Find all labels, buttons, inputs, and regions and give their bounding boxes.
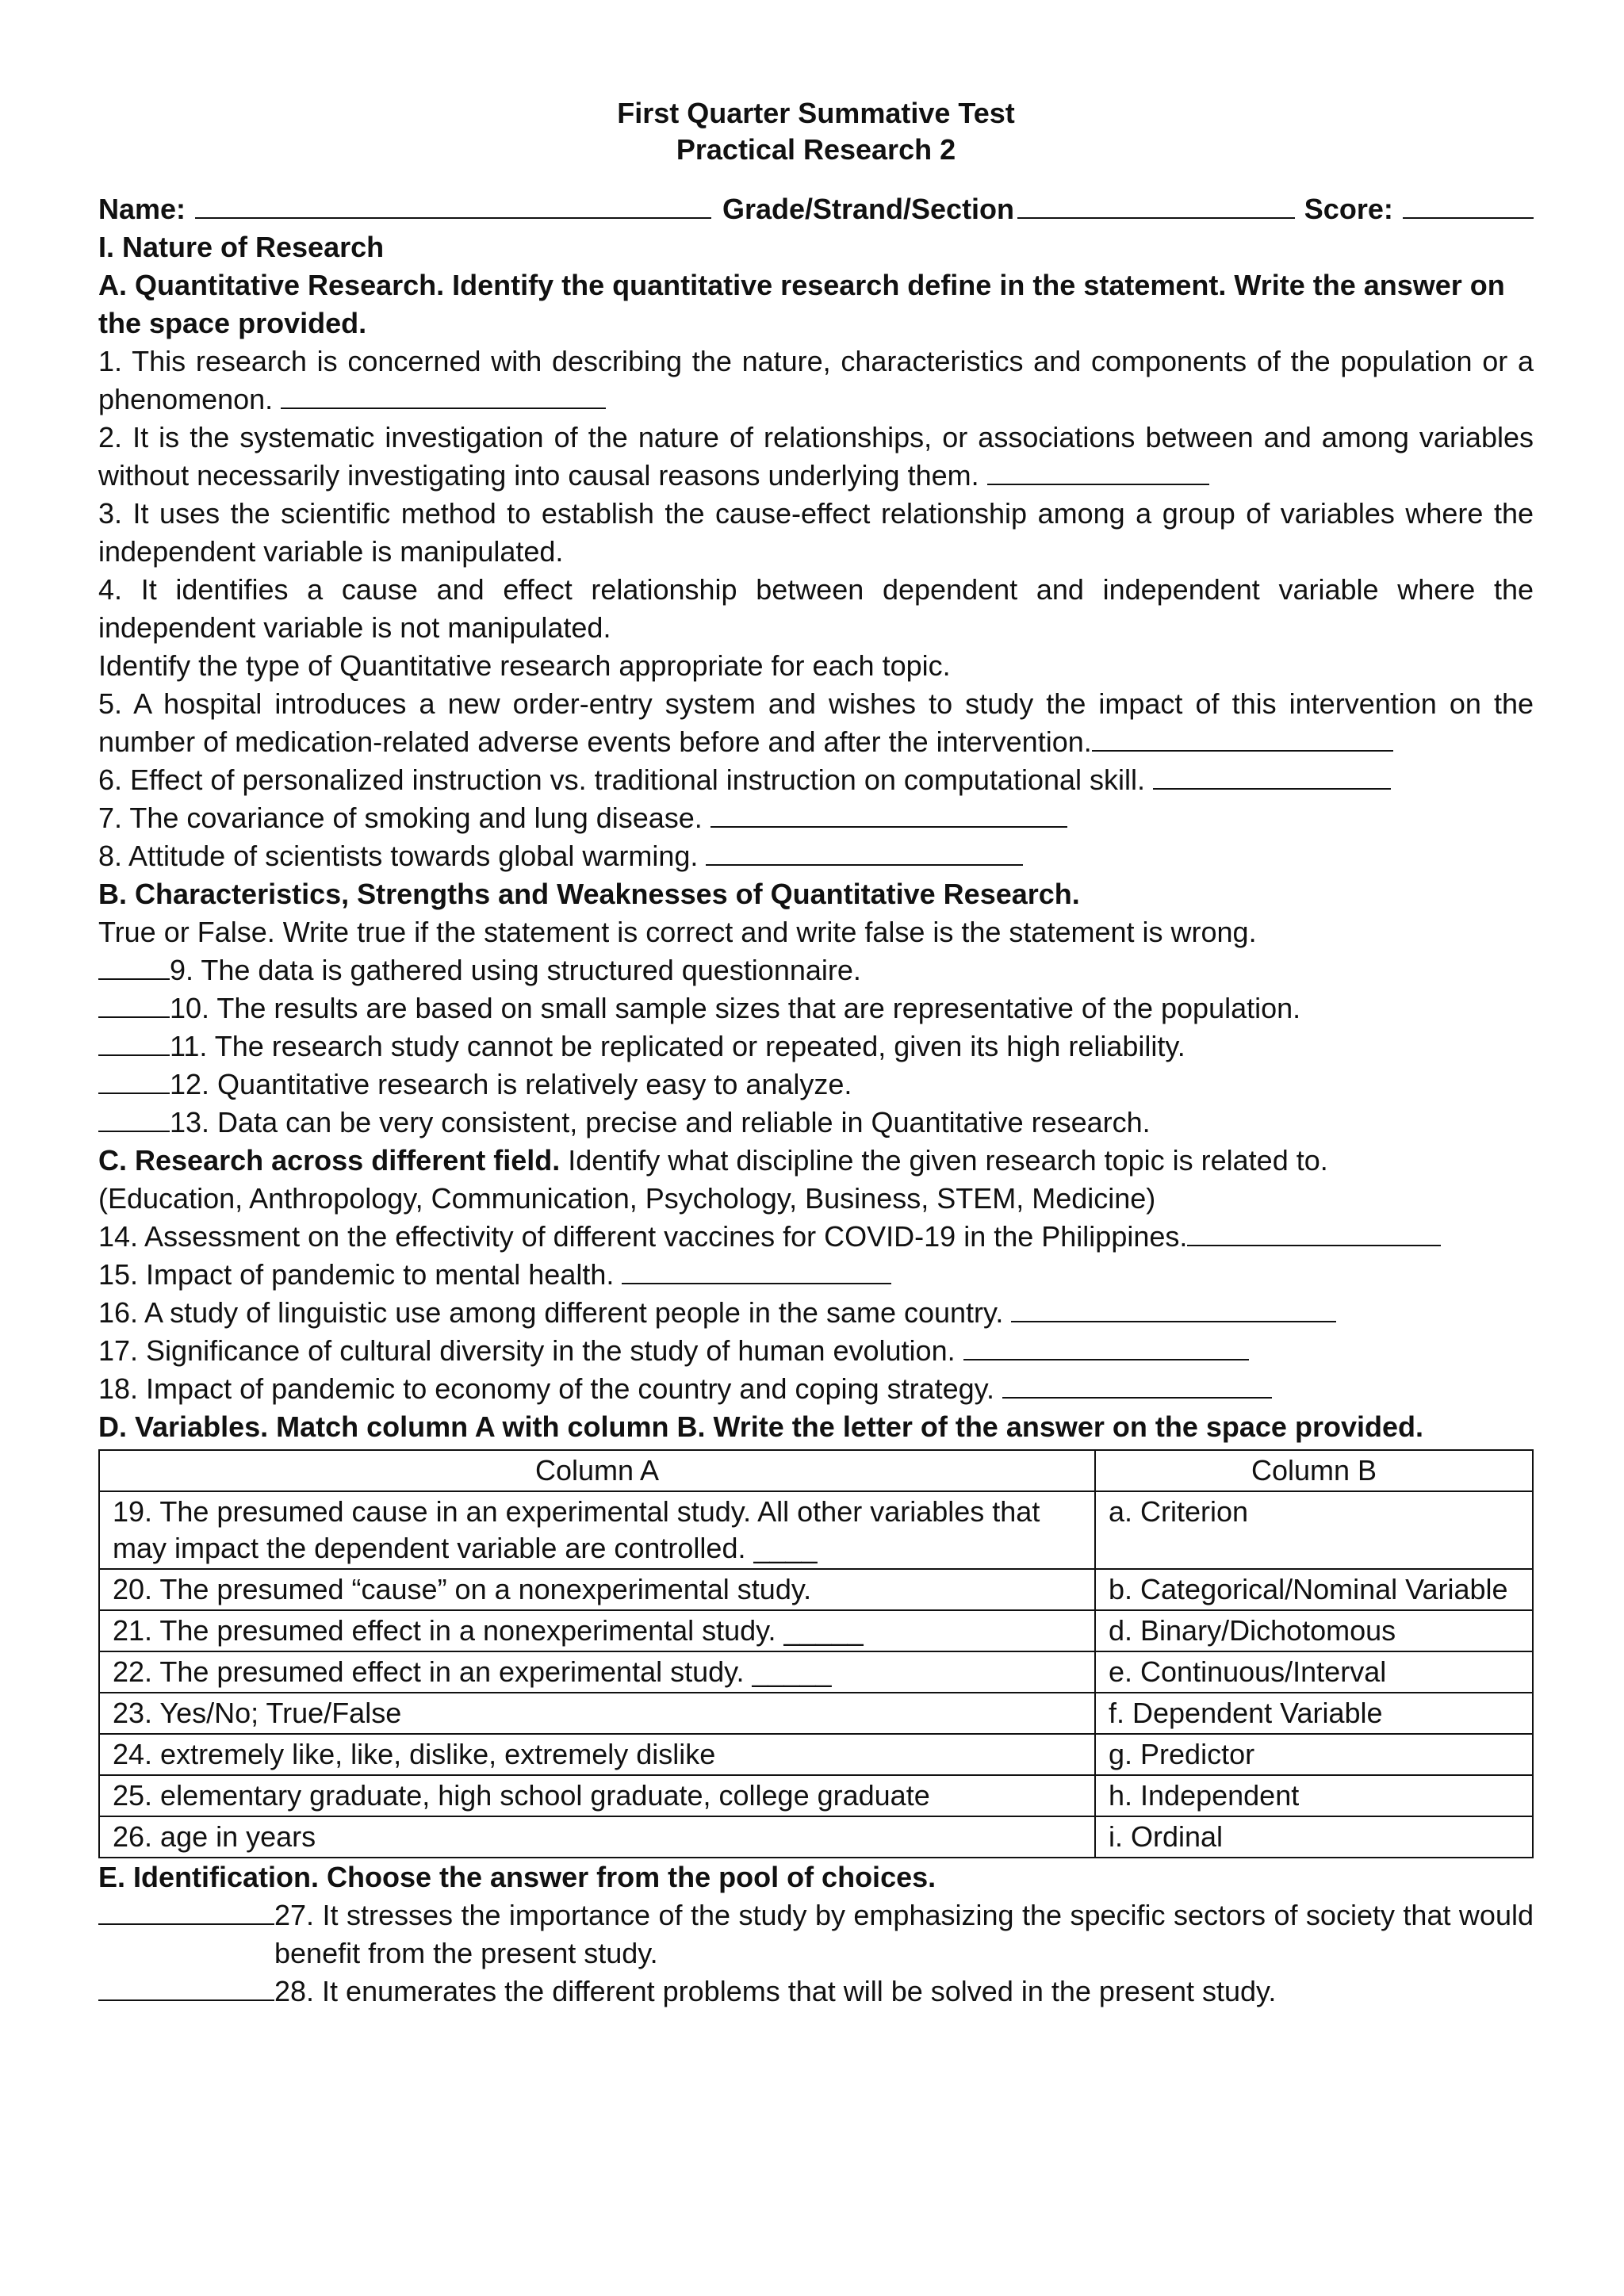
column-b-header: Column B <box>1095 1450 1533 1491</box>
grade-label: Grade/Strand/Section <box>722 193 1015 225</box>
table-row <box>99 1491 1533 1569</box>
column-a-cell: 25. elementary graduate, high school graduate, college graduate <box>99 1775 1095 1816</box>
grade-blank[interactable] <box>1017 193 1295 219</box>
test-page <box>98 95 1534 2011</box>
column-a-cell: 24. extremely like, like, dislike, extremely dislike <box>99 1734 1095 1775</box>
table-row <box>99 1610 1533 1651</box>
answer-blank-13[interactable] <box>98 1104 170 1132</box>
question-1: 1. This research is concerned with describing the nature, characteristics and components of the population or a phenomenon. <box>98 345 1534 415</box>
name-label: Name: <box>98 193 186 225</box>
question-9: 9. The data is gathered using structured questionnaire. <box>98 951 1534 989</box>
question-17: 17. Significance of cultural diversity in the study of human evolution. <box>98 1332 1534 1370</box>
answer-blank-27[interactable] <box>98 1896 274 1925</box>
table-row <box>99 1569 1533 1610</box>
student-info-line <box>98 190 1534 228</box>
question-18: 18. Impact of pandemic to economy of the country and coping strategy. <box>98 1370 1534 1408</box>
table-row <box>99 1693 1533 1734</box>
table-row <box>99 1734 1533 1775</box>
secE-heading: E. Identification. Choose the answer from the pool of choices. <box>98 1861 936 1893</box>
column-a-cell: 22. The presumed effect in an experimental study. _____ <box>99 1651 1095 1693</box>
answer-blank-16[interactable] <box>1011 1294 1336 1322</box>
question-16: 16. A study of linguistic use among different people in the same country. <box>98 1294 1534 1332</box>
answer-blank-6[interactable] <box>1153 761 1391 790</box>
secA-instruction-2: Identify the type of Quantitative research appropriate for each topic. <box>98 649 951 682</box>
table-row <box>99 1651 1533 1693</box>
question-27: 27. It stresses the importance of the study by emphasizing the specific sectors of society that would benefit from the present study. <box>98 1896 1534 1973</box>
answer-blank-2[interactable] <box>987 457 1209 485</box>
name-blank[interactable] <box>195 193 711 219</box>
answer-blank-28[interactable] <box>98 1973 274 2001</box>
question-7: 7. The covariance of smoking and lung disease. <box>98 799 1534 837</box>
secC-instruction: Identify what discipline the given research topic is related to. <box>568 1144 1328 1177</box>
column-b-cell: b. Categorical/Nominal Variable <box>1095 1569 1533 1610</box>
answer-blank-7[interactable] <box>710 799 1067 828</box>
test-title: First Quarter Summative Test <box>617 97 1015 129</box>
question-11: 11. The research study cannot be replicated or repeated, given its high reliability. <box>98 1027 1534 1066</box>
column-b-cell: g. Predictor <box>1095 1734 1533 1775</box>
answer-blank-11[interactable] <box>98 1027 170 1056</box>
question-15: 15. Impact of pandemic to mental health. <box>98 1256 1534 1294</box>
question-4: 4. It identifies a cause and effect relationship between dependent and independent variable where the independent variable is not manipulated. <box>98 573 1534 644</box>
column-b-cell: i. Ordinal <box>1095 1816 1533 1858</box>
test-subtitle: Practical Research 2 <box>676 133 956 166</box>
question-2: 2. It is the systematic investigation of the nature of relationships, or associations between and among variables without necessarily investigating into causal reasons underlying them. <box>98 421 1534 492</box>
column-a-cell: 26. age in years <box>99 1816 1095 1858</box>
column-a-cell: 19. The presumed cause in an experimental study. All other variables that may impact the dependent variable are controlled. ____ <box>99 1491 1095 1569</box>
question-12: 12. Quantitative research is relatively easy to analyze. <box>98 1066 1534 1104</box>
answer-blank-10[interactable] <box>98 989 170 1018</box>
column-b-cell: a. Criterion <box>1095 1491 1533 1569</box>
part1-heading: I. Nature of Research <box>98 231 385 263</box>
column-b-cell: d. Binary/Dichotomous <box>1095 1610 1533 1651</box>
column-a-cell: 21. The presumed effect in a nonexperimental study. _____ <box>99 1610 1095 1651</box>
question-5: 5. A hospital introduces a new order-entry system and wishes to study the impact of this intervention on the number of medication-related adverse events before and after the intervention. <box>98 687 1534 758</box>
answer-blank-18[interactable] <box>1002 1370 1272 1399</box>
column-a-cell: 23. Yes/No; True/False <box>99 1693 1095 1734</box>
secD-heading: D. Variables. Match column A with column B. Write the letter of the answer on the space provided. <box>98 1410 1423 1443</box>
secB-heading: B. Characteristics, Strengths and Weaknesses of Quantitative Research. <box>98 878 1080 910</box>
column-a-cell: 20. The presumed “cause” on a nonexperimental study. <box>99 1569 1095 1610</box>
answer-blank-5[interactable] <box>1092 723 1393 752</box>
column-b-cell: f. Dependent Variable <box>1095 1693 1533 1734</box>
score-label: Score: <box>1304 193 1393 225</box>
table-row <box>99 1816 1533 1858</box>
question-10: 10. The results are based on small sample sizes that are representative of the population. <box>98 989 1534 1027</box>
answer-blank-15[interactable] <box>622 1256 891 1284</box>
secB-instruction: True or False. Write true if the statement is correct and write false is the statement is wrong. <box>98 916 1257 948</box>
answer-blank-14[interactable] <box>1187 1218 1441 1246</box>
question-13: 13. Data can be very consistent, precise and reliable in Quantitative research. <box>98 1104 1534 1142</box>
secA-heading: A. Quantitative Research. Identify the quantitative research define in the statement. Write the answer on the space provided. <box>98 269 1505 339</box>
column-a-header: Column A <box>99 1450 1095 1491</box>
question-28: 28. It enumerates the different problems that will be solved in the present study. <box>98 1973 1534 2011</box>
question-6: 6. Effect of personalized instruction vs. traditional instruction on computational skill. <box>98 761 1534 799</box>
answer-blank-12[interactable] <box>98 1066 170 1094</box>
answer-blank-1[interactable] <box>281 381 606 409</box>
question-14: 14. Assessment on the effectivity of different vaccines for COVID-19 in the Philippines. <box>98 1218 1534 1256</box>
table-row <box>99 1775 1533 1816</box>
column-b-cell: e. Continuous/Interval <box>1095 1651 1533 1693</box>
matching-table <box>98 1449 1534 1858</box>
question-8: 8. Attitude of scientists towards global warming. <box>98 837 1534 875</box>
table-header-row <box>99 1450 1533 1491</box>
answer-blank-8[interactable] <box>706 837 1023 866</box>
secC-choices: (Education, Anthropology, Communication, Psychology, Business, STEM, Medicine) <box>98 1182 1156 1215</box>
question-3: 3. It uses the scientific method to establish the cause-effect relationship among a group of variables where the independent variable is manipulated. <box>98 497 1534 568</box>
score-blank[interactable] <box>1403 193 1534 219</box>
secC-heading: C. Research across different field. <box>98 1144 561 1177</box>
answer-blank-17[interactable] <box>963 1332 1249 1360</box>
answer-blank-9[interactable] <box>98 951 170 980</box>
secC-heading-line <box>98 1142 1534 1180</box>
column-b-cell: h. Independent <box>1095 1775 1533 1816</box>
